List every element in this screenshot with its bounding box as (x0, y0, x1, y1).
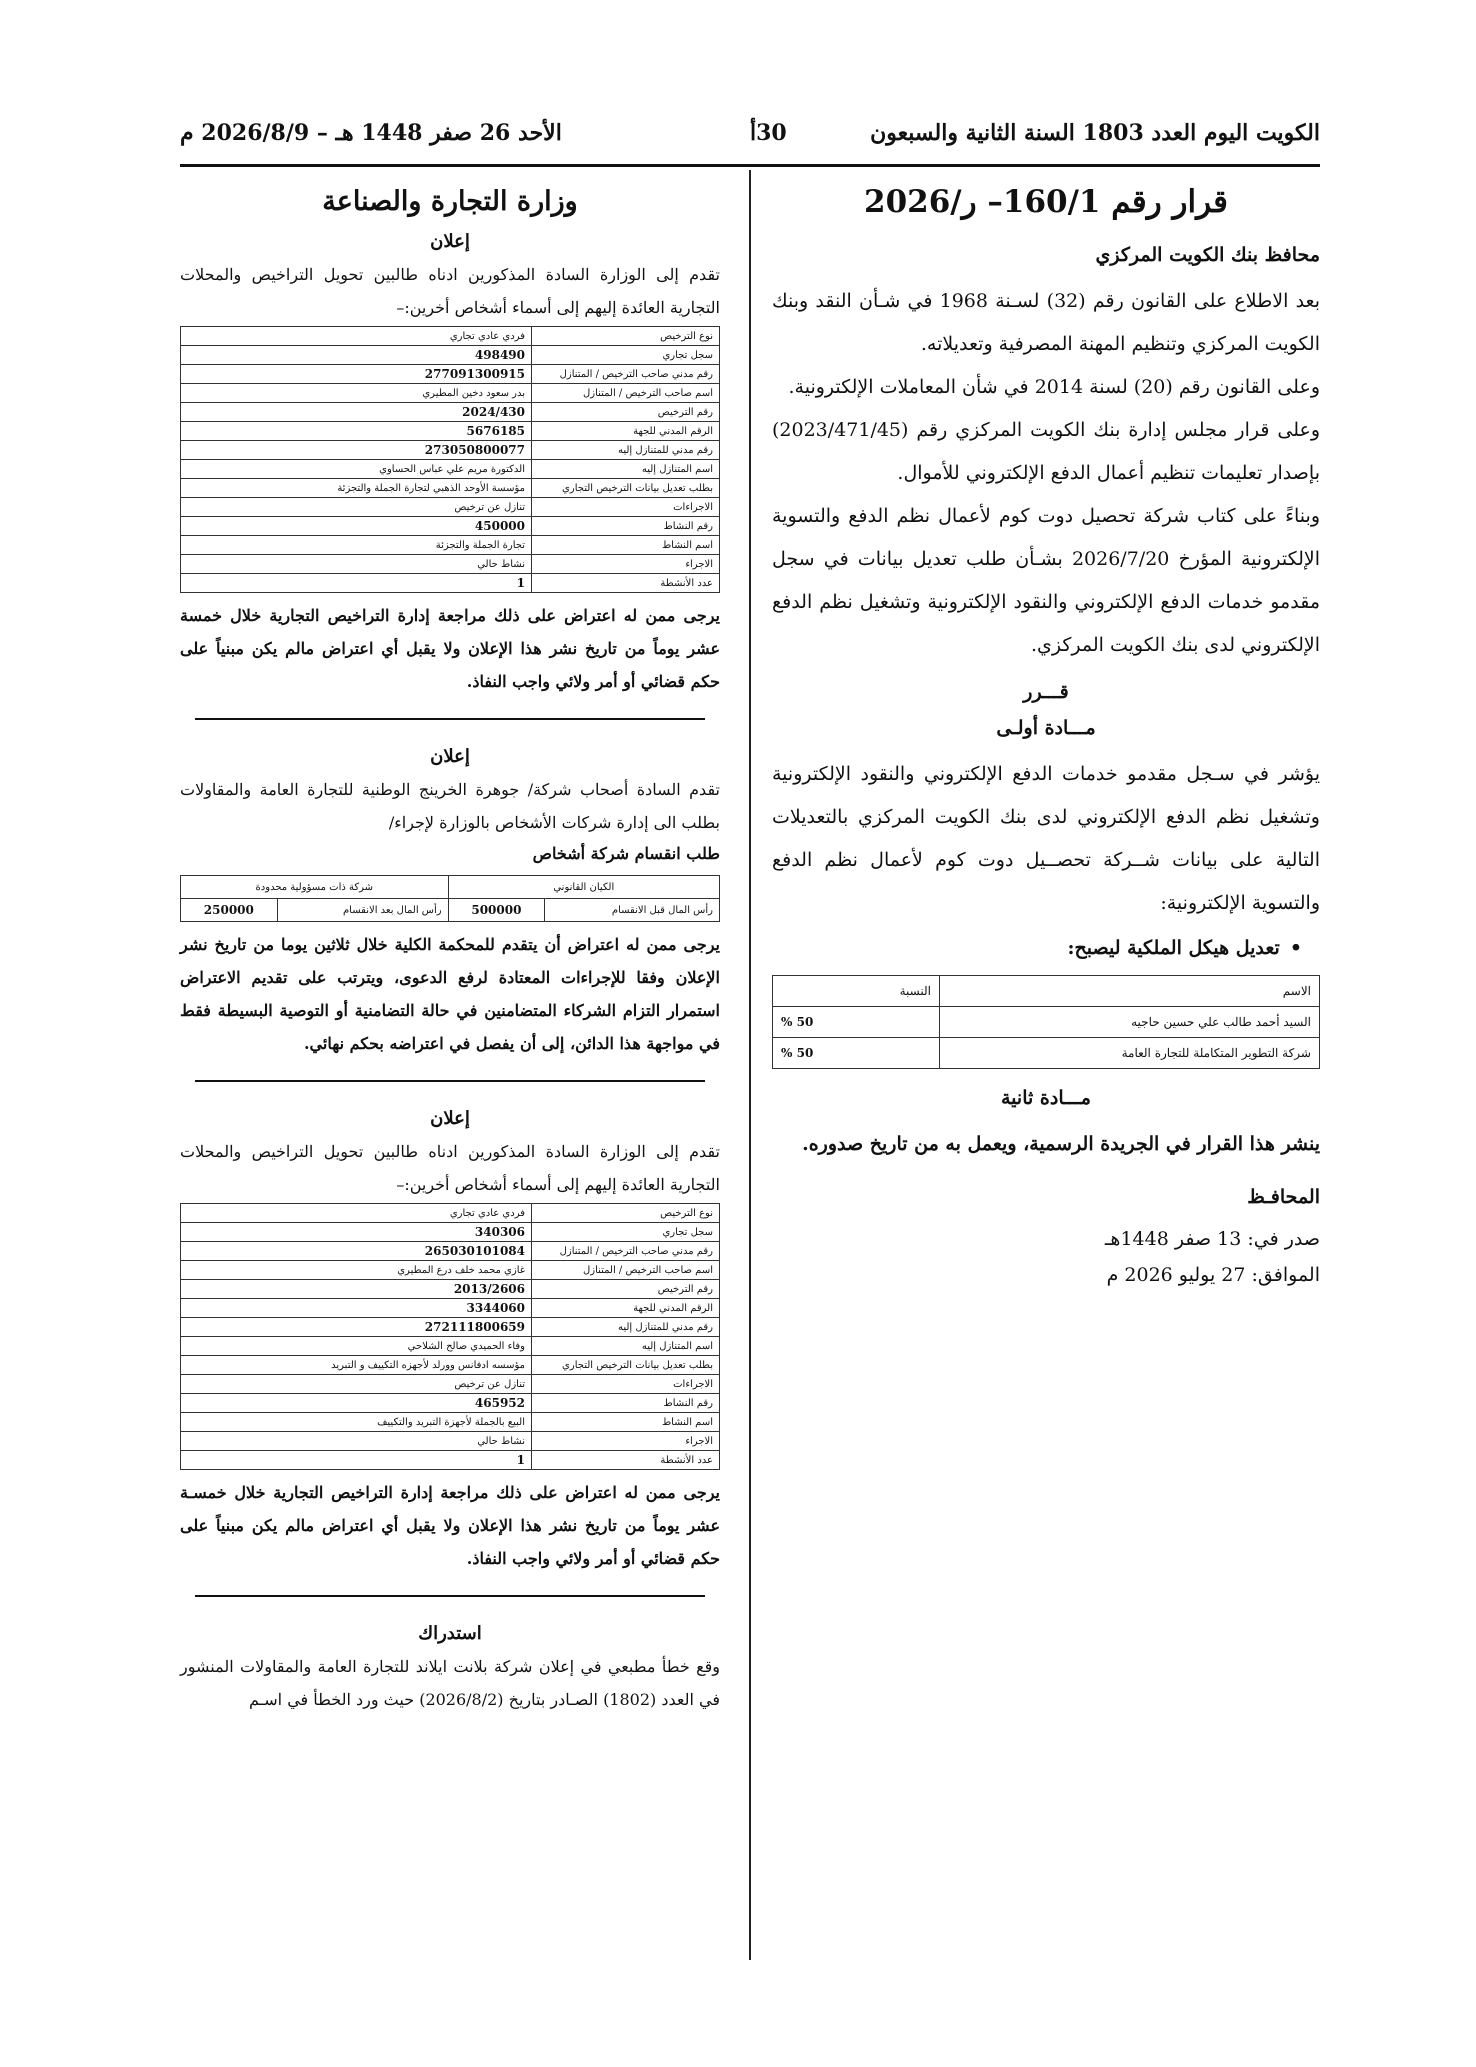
owner-share: 50 % (773, 1007, 940, 1038)
notice-footer: يرجى ممن له اعتراض على ذلك مراجعة إدارة التراخيص التجارية خلال خمسـة عشر يوماً من تاريخ نشر هذا الإعلان ولا يقبل أي اعتراض مالم يكن مبنياً على حكم قضائي أو أمر ولائي واجب النفاذ. (180, 1483, 720, 1568)
field-label: الرقم المدني للجهة (532, 422, 720, 441)
article1-heading: مـــادة أولـى (996, 717, 1096, 739)
field-label: الاجراءات (532, 1375, 720, 1394)
table-row (181, 460, 720, 479)
field-label: اسم المتنازل إليه (532, 1337, 720, 1356)
decree-paragraph: وعلى القانون رقم (20) لسنة 2014 في شأن المعاملات الإلكترونية. (788, 376, 1320, 398)
table-row (181, 1375, 720, 1394)
issue-date-hijri: صدر في: 13 صفر 1448هـ (1104, 1228, 1320, 1250)
notice-intro: تقدم السادة أصحاب شركة/ جوهرة الخرينج الوطنية للتجارة العامة والمقاولات بطلب الى إدارة شركات الأشخاص بالوزارة لإجراء/ (180, 780, 720, 832)
capital-before-value: 500000 (448, 899, 545, 922)
capital-before-label: رأس المال قبل الانقسام (545, 899, 720, 922)
ministry-title: وزارة التجارة والصناعة (322, 186, 578, 217)
table-row (181, 1299, 720, 1318)
table-row (181, 1223, 720, 1242)
table-header-cell: الاسم (940, 976, 1320, 1007)
field-label: اسم النشاط (532, 1413, 720, 1432)
field-label: رقم مدني صاحب الترخيص / المتنازل (532, 1242, 720, 1261)
table-row (181, 479, 720, 498)
decree-column (772, 178, 1320, 1286)
field-label: اسم صاحب الترخيص / المتنازل (532, 384, 720, 403)
correction-text: وقع خطأ مطبعي في إعلان شركة بلانت ايلاند للتجارة العامة والمقاولات المنشور في العدد (1802) الصـادر بتاريخ (2026/8/2) حيث ورد الخطأ في اسـم (180, 1657, 721, 1709)
field-value: تجارة الجملة والتجزئة (181, 536, 532, 555)
page-number: 30أ (750, 120, 787, 146)
capital-after-label: رأس المال بعد الانقسام (277, 899, 448, 922)
decision-heading: قـــرر (1023, 681, 1069, 703)
split-table (180, 875, 720, 922)
field-label: رقم مدني صاحب الترخيص / المتنازل (532, 365, 720, 384)
license-table (180, 1203, 720, 1470)
field-value: مؤسسه ادفانس وورلد لأجهزه التكييف و التبريد (181, 1356, 532, 1375)
table-row (181, 441, 720, 460)
decree-title: قرار رقم 160/1– ر/2026 (864, 184, 1228, 220)
field-label: اسم صاحب الترخيص / المتنازل (532, 1261, 720, 1280)
table-row (773, 1007, 1320, 1038)
notice-separator (195, 1080, 705, 1082)
table-row (181, 899, 720, 922)
field-value: 465952 (181, 1394, 532, 1413)
field-label: بطلب تعديل بيانات الترخيص التجاري (532, 479, 720, 498)
field-value: 272111800659 (181, 1318, 532, 1337)
field-value: تنازل عن ترخيص (181, 1375, 532, 1394)
field-value: 277091300915 (181, 365, 532, 384)
table-row (181, 384, 720, 403)
table-row (181, 517, 720, 536)
field-value: 2013/2606 (181, 1280, 532, 1299)
field-label: الاجراء (532, 555, 720, 574)
field-label: نوع الترخيص (532, 327, 720, 346)
field-label: رقم مدني للمتنازل إليه (532, 441, 720, 460)
field-value: 5676185 (181, 422, 532, 441)
field-label: اسم المتنازل إليه (532, 460, 720, 479)
column-divider (749, 170, 751, 1960)
field-value: مؤسسة الأوحد الذهبي لتجارة الجملة والتجزئة (181, 479, 532, 498)
notice-intro: تقدم إلى الوزارة السادة المذكورين ادناه طالبين تحويل التراخيص والمحلات التجارية العائدة إليهم إلى أسماء أشخاص أخرين:– (180, 1142, 720, 1194)
article2-text: ينشر هذا القرار في الجريدة الرسمية، ويعمل به من تاريخ صدوره. (802, 1133, 1320, 1155)
field-label: عدد الأنشطة (532, 574, 720, 593)
header-rule (180, 164, 1320, 167)
table-row (181, 365, 720, 384)
ownership-table (772, 975, 1320, 1069)
field-value: نشاط حالي (181, 555, 532, 574)
field-label: سجل تجاري (532, 1223, 720, 1242)
field-value: 3344060 (181, 1299, 532, 1318)
notice-heading: إعلان (430, 231, 470, 252)
article1-text: يؤشر في سـجل مقدمو خدمات الدفع الإلكتروني والنقود الإلكترونية وتشغيل نظم الدفع الإلكتروني لدى بنك الكويت المركزي بالتعديلات التالية على بيانات شــركة تحصــيل دوت كوم لأعمال نظم الدفع والتسوية الإلكترونية: (772, 763, 1320, 914)
field-value: فردي عادي تجاري (181, 327, 532, 346)
notice-subheading: طلب انقسام شركة أشخاص (532, 844, 720, 863)
owner-name: شركة التطوير المتكاملة للتجارة العامة (940, 1038, 1320, 1069)
decree-paragraph: بعد الاطلاع على القانون رقم (32) لسـنة 1968 في شـأن النقد وبنك الكويت المركزي وتنظيم المهنة المصرفية وتعديلاته. (772, 290, 1320, 355)
field-label: اسم النشاط (532, 536, 720, 555)
table-row (181, 1318, 720, 1337)
table-row (181, 1356, 720, 1375)
notice-intro: تقدم إلى الوزارة السادة المذكورين ادناه طالبين تحويل التراخيص والمحلات التجارية العائدة إليهم إلى أسماء أشخاص أخرين:– (180, 265, 720, 317)
table-row (181, 346, 720, 365)
ownership-bullet: • تعديل هيكل الملكية ليصبح: (772, 937, 1302, 959)
license-table (180, 326, 720, 593)
table-row (181, 1394, 720, 1413)
field-label: بطلب تعديل بيانات الترخيص التجاري (532, 1356, 720, 1375)
notice-footer: يرجى ممن له اعتراض على ذلك مراجعة إدارة التراخيص التجارية خلال خمسة عشر يوماً من تاريخ نشر هذا الإعلان ولا يقبل أي اعتراض مالم يكن مبنياً على حكم قضائي أو أمر ولائي واجب النفاذ. (180, 606, 720, 691)
table-row (181, 536, 720, 555)
legal-entity-label: الكيان القانوني (448, 876, 719, 899)
issue-date: الأحد 26 صفر 1448 هـ – 2026/8/9 م (180, 120, 562, 146)
decree-paragraph: وعلى قرار مجلس إدارة بنك الكويت المركزي رقم (2023/471/45) بإصدار تعليمات تنظيم أعمال الدفع الإلكتروني للأموال. (772, 419, 1320, 484)
ministry-column (180, 178, 720, 1716)
owner-name: السيد أحمد طالب علي حسين حاجيه (940, 1007, 1320, 1038)
field-label: الاجراءات (532, 498, 720, 517)
table-row (773, 976, 1320, 1007)
table-header-cell: النسبة (773, 976, 940, 1007)
field-value: بدر سعود دخين المطيري (181, 384, 532, 403)
notice-footer: يرجى ممن له اعتراض أن يتقدم للمحكمة الكلية خلال ثلاثين يوما من تاريخ نشر الإعلان وفقا للإجراءات المعتادة لرفع الدعوى، ويترتب على تقديم الاعتراض استمرار التزام الشركاء المتضامنين في حالة التضامنية أو التوصية البسيطة فقط في مواجهة هذا الدائن، إلى أن يفصل في اعتراضه بحكم نهائي. (180, 935, 720, 1053)
legal-entity-value: شركة ذات مسؤولية محدودة (181, 876, 449, 899)
field-value: 265030101084 (181, 1242, 532, 1261)
table-row (181, 876, 720, 899)
table-row (181, 422, 720, 441)
table-row (181, 1242, 720, 1261)
table-row (773, 1038, 1320, 1069)
issue-info: الكويت اليوم العدد 1803 السنة الثانية والسبعون (870, 120, 1320, 146)
field-label: سجل تجاري (532, 346, 720, 365)
field-value: 450000 (181, 517, 532, 536)
field-label: عدد الأنشطة (532, 1451, 720, 1470)
notice-heading: إعلان (430, 746, 470, 767)
field-value: 498490 (181, 346, 532, 365)
field-label: رقم النشاط (532, 1394, 720, 1413)
field-value: تنازل عن ترخيص (181, 498, 532, 517)
table-row (181, 1413, 720, 1432)
field-value: البيع بالجملة لأجهزة التبريد والتكييف (181, 1413, 532, 1432)
field-value: وفاء الحميدي صالح الشلاحي (181, 1337, 532, 1356)
table-row (181, 1451, 720, 1470)
field-value: غازي محمد خلف درع المطيري (181, 1261, 532, 1280)
notice-separator (195, 718, 705, 720)
table-row (181, 498, 720, 517)
field-value: 1 (181, 1451, 532, 1470)
decree-issuer: محافظ بنك الكويت المركزي (1095, 244, 1320, 266)
table-row (181, 403, 720, 422)
table-row (181, 1204, 720, 1223)
table-row (181, 1432, 720, 1451)
table-row (181, 574, 720, 593)
notice-heading: إعلان (430, 1108, 470, 1129)
field-value: الدكتورة مريم علي عباس الحساوي (181, 460, 532, 479)
field-label: الاجراء (532, 1432, 720, 1451)
field-label: رقم النشاط (532, 517, 720, 536)
article2-heading: مـــادة ثانية (1001, 1087, 1091, 1109)
table-row (181, 555, 720, 574)
owner-share: 50 % (773, 1038, 940, 1069)
signatory: المحافـظ (1247, 1186, 1320, 1208)
decree-paragraph: وبناءً على كتاب شركة تحصيل دوت كوم لأعمال نظم الدفع والتسوية الإلكترونية المؤرخ 2026/7/20 بشـأن طلب تعديل بيانات في سجل مقدمو خدمات الدفع الإلكتروني والنقود الإلكترونية وتشغيل نظم الدفع الإلكتروني لدى بنك الكويت المركزي. (772, 505, 1320, 656)
page-header (180, 120, 1320, 160)
field-value: 273050800077 (181, 441, 532, 460)
field-label: رقم مدني للمتنازل إليه (532, 1318, 720, 1337)
field-value: فردي عادي تجاري (181, 1204, 532, 1223)
issue-date-gregorian: الموافق: 27 يوليو 2026 م (1106, 1264, 1320, 1286)
field-value: 1 (181, 574, 532, 593)
field-label: رقم الترخيص (532, 1280, 720, 1299)
table-row (181, 1280, 720, 1299)
field-label: الرقم المدني للجهة (532, 1299, 720, 1318)
field-value: 2024/430 (181, 403, 532, 422)
field-label: نوع الترخيص (532, 1204, 720, 1223)
capital-after-value: 250000 (181, 899, 278, 922)
field-label: رقم الترخيص (532, 403, 720, 422)
field-value: نشاط حالي (181, 1432, 532, 1451)
table-row (181, 1261, 720, 1280)
field-value: 340306 (181, 1223, 532, 1242)
table-row (181, 1337, 720, 1356)
table-row (181, 327, 720, 346)
correction-heading: استدراك (418, 1623, 482, 1644)
notice-separator (195, 1595, 705, 1597)
